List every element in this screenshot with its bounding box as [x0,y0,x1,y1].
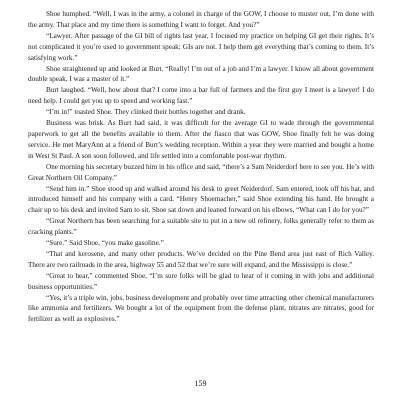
paragraph: Business was brisk. As Burt had said, it was difficult for the average GI to wade through the governmental paperwork to get all the benefits available to them. After the fiasco that was GOW, Shoe finally felt he was doing service. He met MaryAnn at a friend of Burt’s wedding reception. Within a year they were married and bought a home in West St Paul. A son soon followed, and life settled into a comfortable post-war rhythm. [28,119,374,160]
paragraph: “Great Northern has been searching for a suitable site to put in a new oil refinery, folks generally refer to them as cracking plants.” [28,217,374,237]
body-text [28,9,374,325]
paragraph: “Lawyer. After passage of the GI bill of rights last year, I focused my practice on helping GI get their rights. It’s not complicated it you’re used to government speak; GIs are not. I help them get everything that’s coming to them. It’s satisfying work.” [28,31,374,62]
paragraph: “Send him in.” Shoe stood up and walked around his desk to greet Neiderdorf. Sam entered, took off his hat, and introduced himself and his company with a card. “Henry Shoemacher,” said Shoe extending his hand. He brought a chair up to his desk and invited Sam to sit. Shoe sat down and leaned forward on his elbows, “What can I do for you?” [28,184,374,215]
paragraph: “Yes, it’s a triple win, jobs, business development and probably over time attracting other chemical manufacturers like ammonia and fertilizers. We bought a lot of the equipment from the defense plant, nitrates are nitrates, good for fertilizer as well as explosives.” [28,293,374,324]
paragraph: Burt laughed. “Well, how about that? I come into a bar full of farmers and the first guy I meet is a lawyer! I do need help. I could get you up to speed and working fast.” [28,86,374,106]
paragraph: One morning his secretary buzzed him in his office and said, “there’s a Sam Neiderdorf here to see you. He’s with Great Northern Oil Company.” [28,162,374,182]
paragraph: Shoe straightened up and looked at Burt. “Really! I’m out of a job and I’m a lawyer. I know all about government double speak, I was a master of it.” [28,64,374,84]
paragraph: “I’m in!” toasted Shoe. They clinked their bottles together and drank. [46,108,246,117]
page-number: 159 [194,379,207,388]
paragraph: “Great to hear,” commented Shoe, “I’m sure folks will be glad to hear of it coming in with jobs and additional business opportunities.” [28,271,374,291]
paragraph: “That and kerosene, and many other products. We’ve decided on the Pine Bend area just east of Rich Valley. There are two railroads in the area, highway 55 and 52 that we’re sure will expand, and the Mississippi is close.” [28,249,374,269]
paragraph: Shoe humphed. “Well, I was in the army, a colonel in charge of the GOW, I choose to muster out, I’m done with the army. That place and my time there is something I want to forget. And you?” [28,10,374,29]
paragraph: “Sure.” Said Shoe, “you make gasoline.” [46,239,164,248]
